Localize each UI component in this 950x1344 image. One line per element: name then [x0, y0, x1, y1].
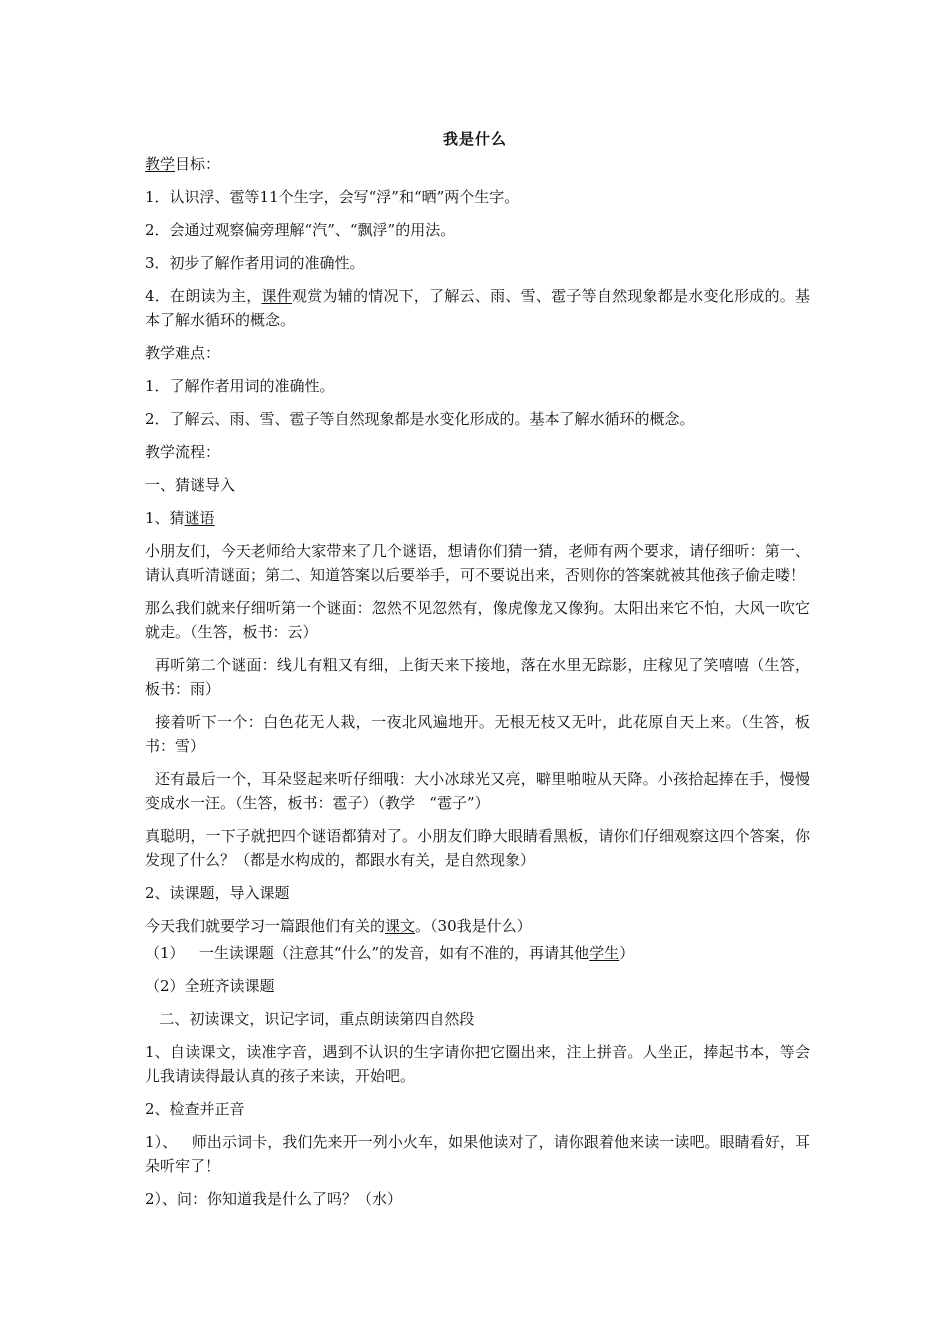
text-run: （2）全班齐读课题	[145, 977, 275, 995]
paragraph	[145, 881, 810, 905]
underlined-text: 课文	[385, 917, 416, 935]
paragraph	[145, 1007, 810, 1031]
paragraph	[145, 767, 810, 815]
text-run: 一、猜谜导入	[145, 476, 236, 494]
paragraph	[145, 914, 810, 938]
text-run: 2）、问：你知道我是什么了吗？（水）	[145, 1190, 403, 1208]
paragraph	[145, 374, 810, 398]
text-run: 1．认识浮、雹等11个生字，会写“浮”和“晒”两个生字。	[145, 188, 520, 206]
text-run: 目标：	[175, 155, 221, 173]
paragraph	[145, 152, 810, 176]
document-body	[145, 152, 810, 1220]
text-run: 接着听下一个：白色花无人栽，一夜北风遍地开。无根无枝又无叶，此花原自天上来。（生答，板书：雪）	[145, 713, 810, 755]
text-run: 真聪明，一下子就把四个谜语都猜对了。小朋友们睁大眼睛看黑板，请你们仔细观察这四个答案，你发现了什么？（都是水构成的，都跟水有关，是自然现象）	[145, 827, 810, 869]
underlined-text: 谜语	[184, 509, 215, 527]
paragraph	[145, 1097, 810, 1121]
underlined-text: 学生	[589, 944, 620, 962]
underlined-text: 课件	[261, 287, 292, 305]
paragraph	[145, 440, 810, 464]
text-run: 小朋友们，今天老师给大家带来了几个谜语，想请你们猜一猜，老师有两个要求，请仔细听：第一、请认真听清谜面；第二、知道答案以后要举手，可不要说出来，否则你的答案就被其他孩子偷走喽！	[145, 542, 810, 584]
text-run: 那么我们就来仔细听第一个谜面：忽然不见忽然有，像虎像龙又像狗。太阳出来它不怕，大风一吹它就走。（生答，板书：云）	[145, 599, 810, 641]
paragraph	[145, 653, 810, 701]
paragraph	[145, 284, 810, 332]
paragraph	[145, 218, 810, 242]
text-run: 教学流程：	[145, 443, 221, 461]
paragraph	[145, 185, 810, 209]
paragraph	[145, 539, 810, 587]
text-run: 2、读课题，导入课题	[145, 884, 290, 902]
text-run: 2．了解云、雨、雪、雹子等自然现象都是水变化形成的。基本了解水循环的概念。	[145, 410, 695, 428]
paragraph	[145, 596, 810, 644]
paragraph	[145, 1040, 810, 1088]
paragraph	[145, 1130, 810, 1178]
underlined-text: 教学	[145, 155, 176, 173]
document-title: 我是什么	[442, 130, 507, 148]
text-run: 2．会通过观察偏旁理解“汽”、“飘浮”的用法。	[145, 221, 456, 239]
text-run: 2、检查并正音	[145, 1100, 245, 1118]
paragraph	[145, 473, 810, 497]
paragraph	[145, 1187, 810, 1211]
text-run: 还有最后一个，耳朵竖起来听仔细哦：大小冰球光又亮，噼里啪啦从天降。小孩拾起捧在手，慢慢变成水一汪。（生答，板书：雹子）（教学 “雹子”）	[145, 770, 810, 812]
text-run: 教学难点：	[145, 344, 221, 362]
text-run: ）	[619, 944, 635, 962]
paragraph	[145, 341, 810, 365]
text-run: （1） 一生读课题（注意其“什么”的发音，如有不准的，再请其他	[145, 944, 590, 962]
text-run: 1）、 师出示词卡，我们先来开一列小火车，如果他读对了，请你跟着他来读一读吧。眼睛看好，耳朵听牢了！	[145, 1133, 810, 1175]
paragraph	[145, 407, 810, 431]
paragraph	[145, 506, 810, 530]
text-run: 3．初步了解作者用词的准确性。	[145, 254, 365, 272]
text-run: 4．在朗读为主，	[145, 287, 262, 305]
paragraph	[145, 941, 810, 965]
text-run: 1、猜	[145, 509, 185, 527]
paragraph	[145, 251, 810, 275]
text-run: 观赏为辅的情况下，了解云、雨、雪、雹子等自然现象都是水变化形成的。基本了解水循环的概念。	[145, 287, 810, 329]
paragraph	[145, 710, 810, 758]
text-run: 。（30我是什么）	[415, 917, 532, 935]
text-run: 再听第二个谜面：线儿有粗又有细，上街天来下接地，落在水里无踪影，庄稼见了笑嘻嘻（生答，板书：雨）	[145, 656, 810, 698]
paragraph	[145, 974, 810, 998]
text-run: 1．了解作者用词的准确性。	[145, 377, 335, 395]
text-run: 今天我们就要学习一篇跟他们有关的	[145, 917, 386, 935]
text-run: 1、自读课文，读准字音，遇到不认识的生字请你把它圈出来，注上拼音。人坐正，捧起书本，等会儿我请读得最认真的孩子来读，开始吧。	[145, 1043, 810, 1085]
text-run: 二、初读课文，识记字词，重点朗读第四自然段	[145, 1010, 475, 1028]
paragraph	[145, 824, 810, 872]
